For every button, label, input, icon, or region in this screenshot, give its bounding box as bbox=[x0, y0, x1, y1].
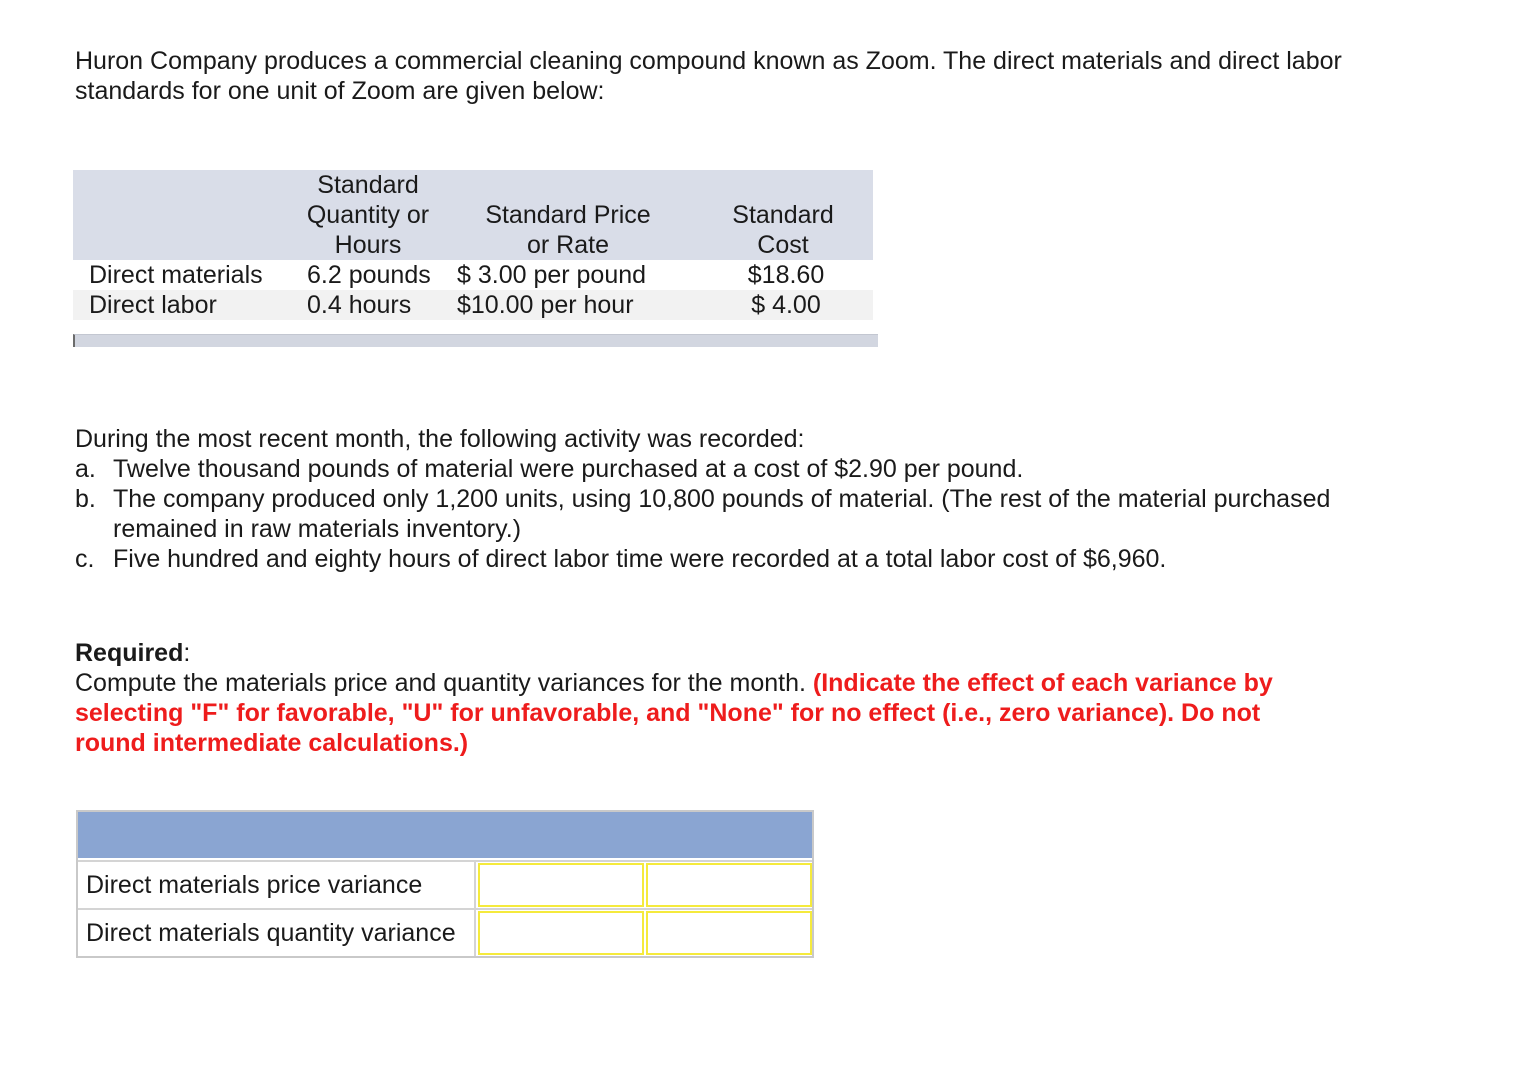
header-quantity-line: Quantity or bbox=[306, 201, 430, 229]
answer-table-header bbox=[78, 812, 812, 860]
standards-header-row bbox=[73, 170, 873, 260]
activity-item bbox=[75, 484, 1375, 544]
header-cost-line: Standard bbox=[732, 201, 834, 229]
item-marker: c. bbox=[75, 545, 95, 573]
required-colon: : bbox=[183, 639, 191, 667]
header-quantity bbox=[293, 170, 443, 260]
answer-row-price-variance bbox=[78, 860, 812, 908]
standards-row-direct-labor bbox=[73, 290, 873, 320]
standard-quantity: 0.4 hours bbox=[293, 290, 443, 320]
header-quantity-line: Hours bbox=[334, 231, 402, 259]
required-heading-line bbox=[75, 638, 1335, 668]
quantity-variance-amount-input[interactable] bbox=[478, 911, 644, 955]
answer-table bbox=[76, 810, 814, 958]
row-label: Direct materials bbox=[89, 261, 263, 289]
header-price-line: or Rate bbox=[527, 231, 609, 259]
required-text: Compute the materials price and quantity variances for the month. bbox=[75, 669, 806, 697]
standards-table bbox=[73, 170, 873, 320]
quantity-variance-effect-select[interactable] bbox=[646, 911, 812, 955]
activity-intro: During the most recent month, the following activity was recorded: bbox=[75, 425, 805, 453]
standard-price: $10.00 per hour bbox=[443, 290, 693, 320]
answer-row-quantity-variance bbox=[78, 908, 812, 956]
standard-cost: $ 4.00 bbox=[693, 290, 873, 320]
activity-item bbox=[75, 544, 1375, 574]
item-marker: b. bbox=[75, 485, 96, 513]
price-variance-amount-input[interactable] bbox=[478, 863, 644, 907]
activity-item bbox=[75, 454, 1375, 484]
header-quantity-line: Standard bbox=[317, 171, 419, 199]
item-marker: a. bbox=[75, 455, 96, 483]
standard-price: $ 3.00 per pound bbox=[457, 261, 647, 289]
answer-row-label: Direct materials quantity variance bbox=[78, 910, 476, 956]
header-blank bbox=[73, 170, 293, 260]
required-heading: Required bbox=[75, 639, 184, 667]
problem-intro: Huron Company produces a commercial cleaning compound known as Zoom. The direct materials and direct labor standards for one unit of Zoom are given below: bbox=[75, 47, 1342, 105]
standards-table-container bbox=[73, 170, 878, 347]
required-instruction: (Indicate the effect of each variance by selecting "F" for favorable, "U" for unfavorable, and "None" for no effect (i.e., zero variance). Do not round intermediate calculations.) bbox=[75, 669, 1273, 757]
price-variance-effect-select[interactable] bbox=[646, 863, 812, 907]
required-section bbox=[75, 638, 1335, 758]
activity-list bbox=[75, 454, 1375, 574]
header-price-line: Standard Price bbox=[485, 201, 651, 229]
required-body bbox=[75, 668, 1335, 758]
activity-section bbox=[75, 424, 1375, 574]
item-text: The company produced only 1,200 units, using 10,800 pounds of material. (The rest of the material purchased remained in raw materials inventory.) bbox=[113, 485, 1331, 543]
header-cost-line: Cost bbox=[757, 231, 809, 259]
table-footer-bar bbox=[73, 334, 878, 347]
standard-cost: $18.60 bbox=[747, 261, 825, 289]
standards-row-direct-materials bbox=[73, 260, 873, 290]
answer-row-label: Direct materials price variance bbox=[78, 862, 476, 908]
item-text: Twelve thousand pounds of material were purchased at a cost of $2.90 per pound. bbox=[113, 455, 1024, 483]
standard-quantity: 6.2 pounds bbox=[307, 261, 431, 289]
header-price bbox=[443, 170, 693, 260]
row-label: Direct labor bbox=[73, 290, 293, 320]
item-text: Five hundred and eighty hours of direct labor time were recorded at a total labor cost of $6,960. bbox=[113, 545, 1167, 573]
header-cost bbox=[693, 170, 873, 260]
